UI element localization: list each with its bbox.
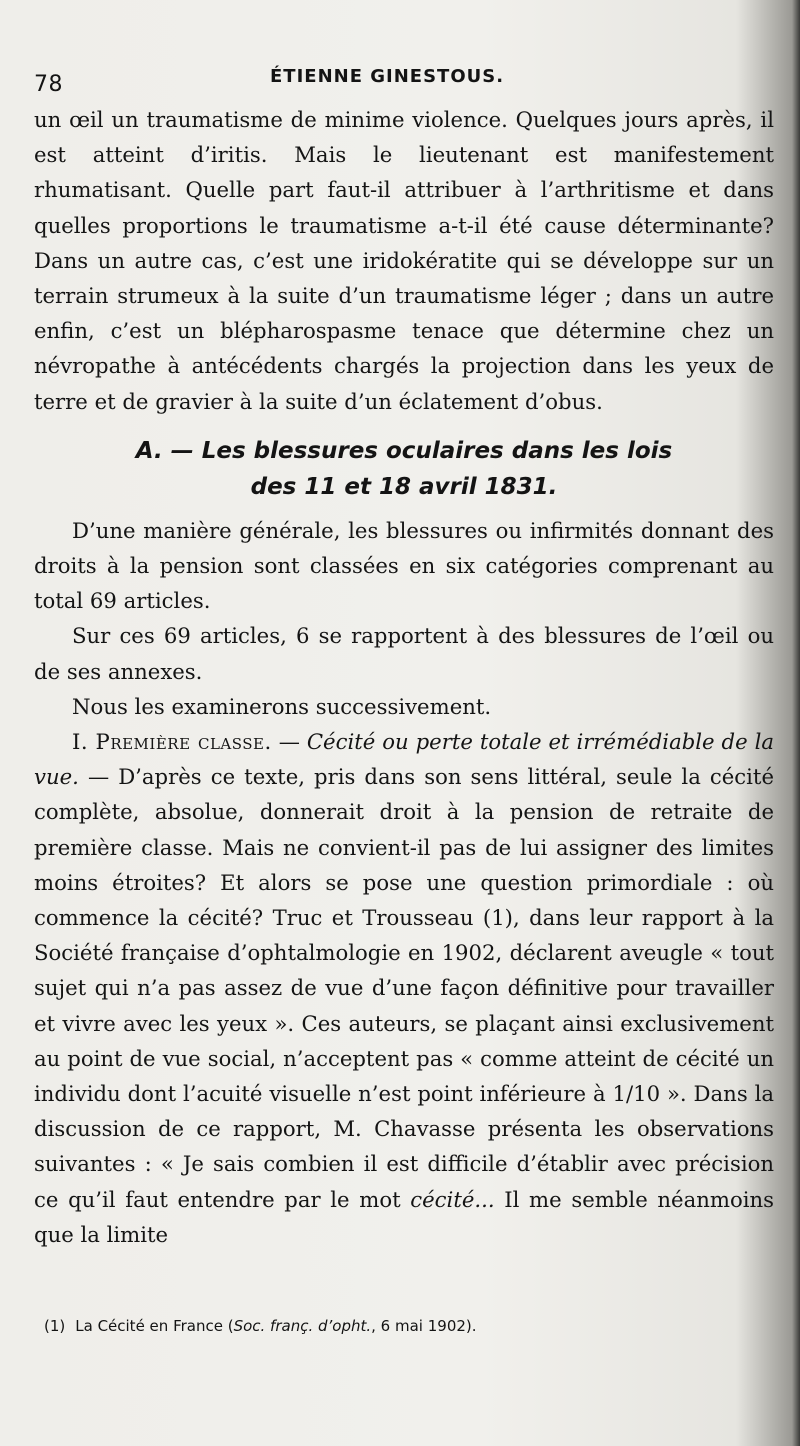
class-dash: — <box>271 729 307 755</box>
first-class-text: — D’après ce texte, pris dans son sens littéral, seule la cécité complète, absolue, donnerait droit à la pension de retraite de première classe. Mais ne convient-il pas de lui assigner des limites moins étroites? Et alors se pose une question primordiale : où commence la cécité? Truc et Trousseau (1), dans leur rapport à la Société française d’ophtalmologie en 1902, déclarent aveugle « tout sujet qui n’a pas assez de vue d’une façon définitive pour travailler et vivre avec les yeux ». Ces auteurs, se plaçant ainsi exclusivement au point de vue social, n’acceptent pas « comme atteint de cécité un individu dont l’acuité visuelle n’est point inférieure à 1/10 ». Dans la discussion de ce rapport, M. Chavasse présenta les observations suivantes : « Je sais combien il est difficile d’établir avec précision ce qu’il faut entendre par le mot <box>34 764 774 1212</box>
section-heading-line-2: des 11 et 18 avril 1831. <box>250 473 558 500</box>
class-label: I. Première classe. <box>72 729 272 755</box>
paragraph-examine: Nous les examinerons successivement. <box>72 693 492 719</box>
paragraph-articles: Sur ces 69 articles, 6 se rapportent à des blessures de l’œil ou de ses annexes. <box>34 623 774 684</box>
paragraph-continued: un œil un traumatisme de minime violence. Quelques jours après, il est atteint d’iritis. Mais le lieutenant est manifestement rhumatisant. Quelle part faut-il attribuer à l’arthritisme et dans quelles proportions le traumatisme a-t-il été cause déterminante? Dans un autre cas, c’est une iridokératite qui se développe sur un terrain strumeux à la suite d’un traumatisme léger ; dans un autre enfin, c’est un blépharospasme tenace que détermine chez un névropathe à antécédents chargés la projection dans les yeux de terre et de gravier à la suite d’un éclatement d’obus. <box>34 107 774 414</box>
section-heading <box>34 433 774 505</box>
footnote-number: (1) <box>44 1317 66 1335</box>
italic-word-cecite: cécité... <box>410 1186 495 1212</box>
paragraph-categories: D’une manière générale, les blessures ou infirmités donnant des droits à la pension sont classées en six catégories comprenant au total 69 articles. <box>34 517 774 614</box>
body-text <box>34 102 774 1252</box>
footnote-journal: Soc. franç. d’opht. <box>233 1317 372 1335</box>
footnote-text: La Cécité en France ( <box>75 1317 234 1335</box>
page-header <box>34 58 774 102</box>
footnote-date: , 6 mai 1902). <box>371 1317 477 1335</box>
paragraph-first-class <box>34 724 774 1252</box>
page-number: 78 <box>34 72 63 97</box>
first-class-text-end: Il me semble néanmoins que la limite <box>34 1186 774 1247</box>
footnote <box>44 1316 477 1336</box>
class-title: Cécité ou perte totale et irrémédiable de la vue. <box>34 729 774 790</box>
running-head: ÉTIENNE GINESTOUS. <box>270 66 505 87</box>
section-heading-line-1: A. — Les blessures oculaires dans les lois <box>135 437 673 464</box>
book-page <box>34 58 774 1438</box>
